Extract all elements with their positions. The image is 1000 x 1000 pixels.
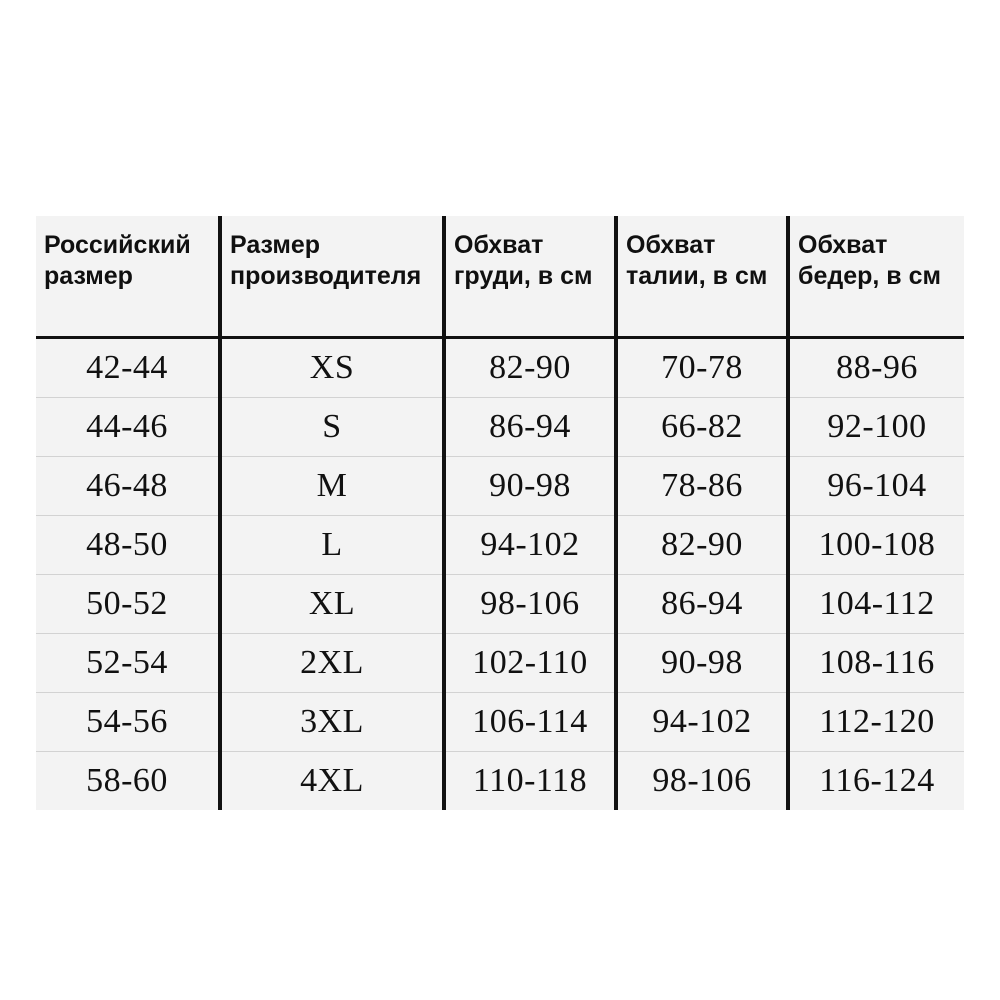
header-line: талии, в см <box>626 261 768 290</box>
cell-waist: 98-106 <box>616 752 788 811</box>
table-row <box>36 693 964 752</box>
cell-russian-size: 42-44 <box>36 338 220 398</box>
header-line: бедер, в см <box>798 261 941 290</box>
cell-manufacturer-size: 4XL <box>220 752 444 811</box>
cell-chest: 98-106 <box>444 575 616 634</box>
column-header-russian-size <box>36 216 220 338</box>
column-header-manufacturer-size <box>220 216 444 338</box>
table-row <box>36 634 964 693</box>
header-line: размер <box>44 261 133 290</box>
cell-russian-size: 50-52 <box>36 575 220 634</box>
column-header-hips <box>788 216 964 338</box>
cell-hips: 88-96 <box>788 338 964 398</box>
cell-russian-size: 52-54 <box>36 634 220 693</box>
column-header-chest <box>444 216 616 338</box>
cell-manufacturer-size: XL <box>220 575 444 634</box>
cell-waist: 94-102 <box>616 693 788 752</box>
size-table-container <box>36 216 964 810</box>
size-table <box>36 216 964 810</box>
cell-waist: 70-78 <box>616 338 788 398</box>
table-row <box>36 575 964 634</box>
column-header-waist <box>616 216 788 338</box>
cell-hips: 116-124 <box>788 752 964 811</box>
table-row <box>36 398 964 457</box>
cell-hips: 92-100 <box>788 398 964 457</box>
cell-waist: 90-98 <box>616 634 788 693</box>
table-row <box>36 752 964 811</box>
cell-manufacturer-size: 2XL <box>220 634 444 693</box>
table-row <box>36 457 964 516</box>
table-header-row <box>36 216 964 338</box>
cell-chest: 106-114 <box>444 693 616 752</box>
cell-chest: 94-102 <box>444 516 616 575</box>
table-row <box>36 516 964 575</box>
cell-hips: 96-104 <box>788 457 964 516</box>
cell-russian-size: 54-56 <box>36 693 220 752</box>
cell-waist: 78-86 <box>616 457 788 516</box>
cell-manufacturer-size: L <box>220 516 444 575</box>
cell-waist: 82-90 <box>616 516 788 575</box>
cell-chest: 90-98 <box>444 457 616 516</box>
cell-hips: 108-116 <box>788 634 964 693</box>
header-line: Обхват <box>454 231 544 259</box>
cell-russian-size: 58-60 <box>36 752 220 811</box>
cell-manufacturer-size: XS <box>220 338 444 398</box>
cell-chest: 110-118 <box>444 752 616 811</box>
cell-manufacturer-size: M <box>220 457 444 516</box>
cell-russian-size: 48-50 <box>36 516 220 575</box>
cell-chest: 82-90 <box>444 338 616 398</box>
header-line: Российский <box>44 231 191 259</box>
cell-russian-size: 46-48 <box>36 457 220 516</box>
header-line: груди, в см <box>454 261 593 290</box>
cell-chest: 102-110 <box>444 634 616 693</box>
cell-hips: 100-108 <box>788 516 964 575</box>
cell-hips: 104-112 <box>788 575 964 634</box>
cell-waist: 86-94 <box>616 575 788 634</box>
header-line: производителя <box>230 261 422 290</box>
header-line: Обхват <box>626 231 716 259</box>
header-line: Обхват <box>798 231 888 259</box>
cell-manufacturer-size: S <box>220 398 444 457</box>
cell-waist: 66-82 <box>616 398 788 457</box>
table-row <box>36 338 964 398</box>
cell-russian-size: 44-46 <box>36 398 220 457</box>
cell-manufacturer-size: 3XL <box>220 693 444 752</box>
cell-hips: 112-120 <box>788 693 964 752</box>
cell-chest: 86-94 <box>444 398 616 457</box>
header-line: Размер <box>230 231 321 259</box>
